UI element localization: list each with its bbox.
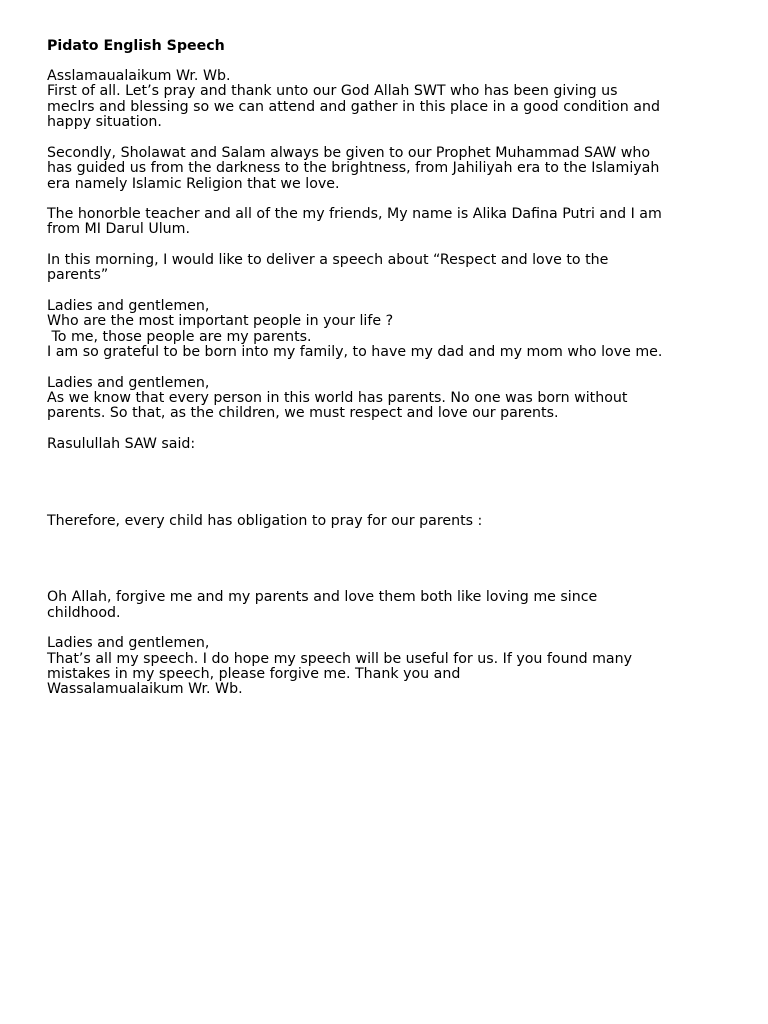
text-line: Asslamaualaikum Wr. Wb. <box>47 68 231 84</box>
text-line: That’s all my speech. I do hope my speech will be useful for us. If you found many <box>47 651 632 667</box>
text-line: childhood. <box>47 605 121 621</box>
text-line: era namely Islamic Religion that we love. <box>47 176 340 192</box>
text-line: Rasulullah SAW said: <box>47 436 196 452</box>
text-line: Secondly, Sholawat and Salam always be given to our Prophet Muhammad SAW who <box>47 145 651 161</box>
text-line: Wassalamualaikum Wr. Wb. <box>47 681 243 697</box>
text-line: parents. So that, as the children, we must respect and love our parents. <box>47 405 559 421</box>
text-line: mistakes in my speech, please forgive me. Thank you and <box>47 666 461 682</box>
text-line: To me, those people are my parents. <box>47 329 312 345</box>
text-line: In this morning, I would like to deliver a speech about “Respect and love to the <box>47 252 609 268</box>
text-line: Therefore, every child has obligation to pray for our parents : <box>47 513 483 529</box>
text-line: from MI Darul Ulum. <box>47 221 191 237</box>
text-line: Who are the most important people in your life ? <box>47 313 394 329</box>
text-line: meclrs and blessing so we can attend and gather in this place in a good condition and <box>47 99 660 115</box>
text-line: Oh Allah, forgive me and my parents and love them both like loving me since <box>47 589 598 605</box>
text-line: I am so grateful to be born into my family, to have my dad and my mom who love me. <box>47 344 663 360</box>
text-line: happy situation. <box>47 114 162 130</box>
text-line: First of all. Let’s pray and thank unto our God Allah SWT who has been giving us <box>47 83 618 99</box>
text-line: The honorble teacher and all of the my friends, My name is Alika Dafina Putri and I am <box>47 206 662 222</box>
text-line: Ladies and gentlemen, <box>47 635 210 651</box>
text-line: Ladies and gentlemen, <box>47 298 210 314</box>
document-title: Pidato English Speech <box>47 38 225 54</box>
text-line: parents” <box>47 267 109 283</box>
text-line: has guided us from the darkness to the brightness, from Jahiliyah era to the Islamiyah <box>47 160 660 176</box>
text-line: As we know that every person in this world has parents. No one was born without <box>47 390 628 406</box>
text-line: Ladies and gentlemen, <box>47 375 210 391</box>
